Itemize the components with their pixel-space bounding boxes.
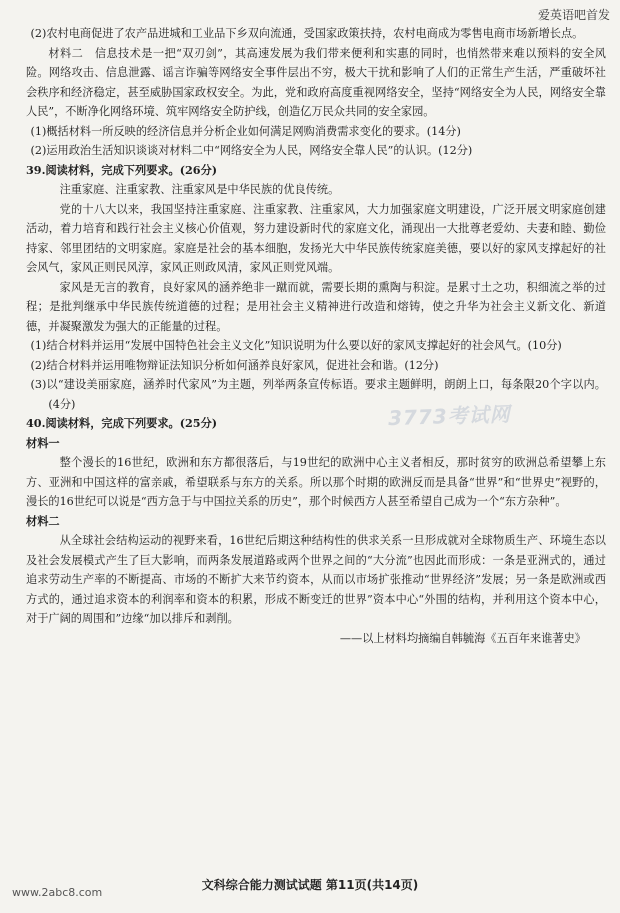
q40-material2: 从全球社会结构运动的视野来看，16世纪后期这种结构性的供求关系一旦形成就对全球物质生产、环境生态以及社会发展模式产生了巨大影响，而两条发展道路或两个世界之间的“大分流”也因此而形成：一条是亚洲式的，通过追求劳动生产率的不断提高、市场的不断扩大来节约资本，从而以市场扩张推动“世界经济”发展；另一条是欧洲或西方式的，通过追求资本的利润率和资本的积累，形成不断变迁的世界”资本中心“外围的结构，并利用这个资本中心，对于广阔的周围和”边缘“加以排斥和剥削。 xyxy=(26,534,606,625)
q39-title: 39.阅读材料，完成下列要求。(26分) xyxy=(26,162,218,177)
q39-sub1: (1)结合材料并运用“发展中国特色社会主义文化”知识说明为什么要以好的家风支撑起好的社会风气。(10分) xyxy=(30,339,562,352)
q38-material2: 材料二 信息技术是一把“双刃剑”，其高速发展为我们带来便利和实惠的同时，也悄然带来难以预料的安全风险。网络攻击、信息泄露、谣言诈骗等网络安全事件层出不穷，极大干扰和影响了人们的正常生产生活，严重破坏社会秩序和经济稳定，甚至威胁国家政权安全。为此，党和政府高度重视网络安全，坚持“网络安全为人民，网络安全靠人民”，不断净化网络环境、筑牢网络安全防护线，创造亿万民众共同的安全家园。 xyxy=(26,46,606,118)
q39-sub2: (2)结合材料并运用唯物辩证法知识分析如何涵养良好家风，促进社会和谐。(12分) xyxy=(30,358,439,372)
q39-p2: 党的十八大以来，我国坚持注重家庭、注重家教、注重家风，大力加强家庭文明建设，广泛开展文明家庭创建活动，着力培育和践行社会主义核心价值观，努力建设新时代的家庭文化，涌现出一大批尊老爱幼、夫妻和睦、勤俭持家、邻里团结的文明家庭。家庭是社会的基本细胞，发扬光大中华民族传统家庭美德，要以好的家风支撑起好的社会风气，家风正则民风淳，家风正则政风清，家风正则党风端。 xyxy=(26,202,606,274)
exam-body xyxy=(26,24,606,648)
q38-sub1: (1)概括材料一所反映的经济信息并分析企业如何满足网购消费需求变化的要求。(14分) xyxy=(30,124,461,138)
q38-sub2: (2)运用政治生活知识谈谈对材料二中“网络安全为人民，网络安全靠人民”的认识。(12分) xyxy=(30,144,473,157)
site-url: www.2abc8.com xyxy=(12,886,103,899)
q40-material1-label: 材料一 xyxy=(26,435,60,450)
watermark: 3773考试网 xyxy=(387,401,512,431)
q40-title: 40.阅读材料，完成下列要求。(25分) xyxy=(26,416,218,430)
q39-p1: 注重家庭、注重家教、注重家风是中华民族的优良传统。 xyxy=(59,183,340,196)
q40-material2-label: 材料二 xyxy=(26,513,60,528)
corner-tag: 爱英语吧首发 xyxy=(537,8,610,22)
q38-item2: (2)农村电商促进了农产品进城和工业品下乡双向流通，受国家政策扶持，农村电商成为零售电商市场新增长点。 xyxy=(30,27,584,40)
q39-sub3: (3)以“建设美丽家庭，涵养时代家风”为主题，列举两条宣传标语。要求主题鲜明，朗朗上口，每条限20个字以内。(4分) xyxy=(30,378,606,411)
q39-p3: 家风是无言的教育，良好家风的涵养绝非一蹴而就，需要长期的熏陶与积淀。是累寸土之功，积细流之举的过程；是批判继承中华民族传统道德的过程；是用社会主义精神进行改造和熔铸，使之升华为社会主义新文化、新道德，并凝聚激发为强大的正能量的过程。 xyxy=(26,280,606,333)
q40-material1: 整个漫长的16世纪，欧洲和东方都很落后，与19世纪的欧洲中心主义者相反，那时贫穷的欧洲总希望攀上东方、亚洲和中国这样的富亲戚，希望联系与东方的关系。所以那个时期的欧洲反而是具备“世界”和“世界史”视野的，漫长的16世纪可以说是“西方急于与中国拉关系的历史”，那个时候西方人甚至希望自己成为一个“东方杂种”。 xyxy=(26,456,606,508)
q40-citation: ——以上材料均摘编自韩毓海《五百年来谁著史》 xyxy=(339,631,586,645)
page-footer: 文科综合能力测试试题 第11页(共14页) xyxy=(201,878,419,892)
